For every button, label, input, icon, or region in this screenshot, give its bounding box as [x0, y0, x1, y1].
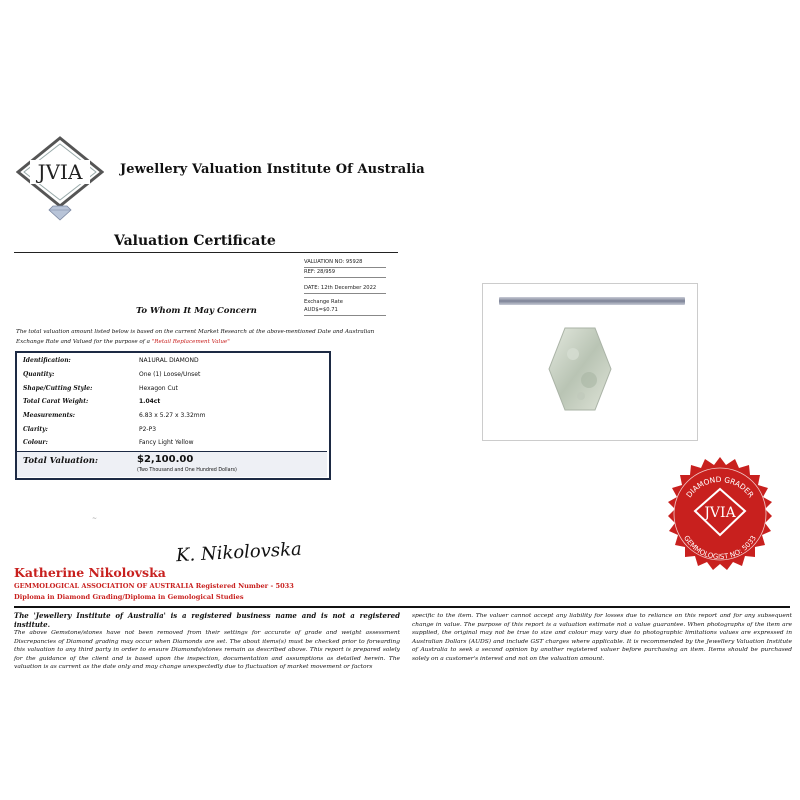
hexagon-gem-icon	[545, 324, 615, 414]
photo-scale-bar	[499, 297, 685, 305]
detail-value: Fancy Light Yellow	[139, 439, 194, 446]
footer-divider	[14, 606, 790, 608]
organization-name: Jewellery Valuation Institute Of Australia	[120, 162, 425, 177]
detail-value: NA1URAL DIAMOND	[139, 357, 199, 364]
intro-highlight: "Retail Replacement Value"	[151, 339, 230, 345]
detail-label: Quantity:	[23, 371, 55, 378]
detail-label: Identification:	[23, 357, 71, 364]
detail-value: P2-P3	[139, 426, 157, 433]
seal-bottom-text: GEMMOLOGIST NO: 5033	[682, 534, 758, 562]
intro-body: The total valuation amount listed below is based on the current Market Research at the above-mentioned Date and Australian Exchange Rate and Valued for the purpose of a	[16, 329, 375, 345]
diamond-icon	[49, 206, 71, 220]
jvia-logo	[16, 136, 104, 224]
total-valuation-row	[17, 451, 327, 477]
certificate-date: DATE: 12th December 2022	[304, 284, 386, 294]
certificate-title: Valuation Certificate	[114, 233, 276, 249]
greeting: To Whom It May Concern	[136, 306, 257, 316]
seal-top-text: DIAMOND GRADER	[684, 474, 756, 500]
speck: ~	[92, 515, 98, 522]
detail-value: One (1) Loose/Unset	[139, 371, 201, 378]
reference-number: REF: 28/959	[304, 268, 386, 278]
gem-photo	[482, 283, 698, 441]
detail-value: 6.83 x 5.27 x 3.32mm	[139, 412, 206, 419]
intro-text	[16, 327, 388, 347]
detail-label: Colour:	[23, 439, 48, 446]
detail-value: 1.04ct	[139, 398, 161, 405]
disclaimer-lead: The 'Jewellery Institute of Australia' is a registered business name and is not a registered institute.	[14, 611, 400, 629]
reference-box	[304, 258, 386, 316]
signatory-registration: GEMMOLOGICAL ASSOCIATION OF AUSTRALIA Registered Number - 5033	[14, 582, 294, 590]
detail-label: Total Carat Weight:	[23, 398, 89, 405]
diamond-grader-seal	[657, 455, 783, 581]
valuation-number: VALUATION NO: 95928	[304, 258, 386, 268]
signatory-name: Katherine Nikolovska	[14, 565, 166, 580]
exchange-rate-value: AUD$=$0.71	[304, 306, 386, 316]
handwritten-signature: K. Nikolovska	[175, 538, 303, 567]
disclaimer-left-text: The above Gemstone/stones have not been removed from their settings for accurate of grade and weight assessment Discrepancies of Diamond grading may occur when Diamonds are set. The about items(s) must be checked prior to forwarding this valuation to any third party in order to ensure Diamonds/stones remain as described above. This report is prepared solely for the guidance of the client and is based upon the inspection, documentation and assumptions as detailed herein. The valuation is as current as the date only and may change unexpectedly due to fluctuation of market movement or factors	[14, 630, 400, 670]
title-divider	[14, 252, 398, 253]
total-amount: $2,100.00	[137, 454, 194, 465]
detail-value: Hexagon Cut	[139, 385, 178, 392]
detail-label: Shape/Cutting Style:	[23, 385, 93, 392]
exchange-rate-label: Exchange Rate	[304, 299, 343, 305]
seal-center-text: JVIA	[704, 505, 736, 521]
total-amount-words: (Two Thousand and One Hundred Dollars)	[137, 468, 237, 473]
details-table	[15, 351, 331, 480]
total-label: Total Valuation:	[23, 456, 99, 466]
signatory-diploma: Diploma in Diamond Grading/Diploma in Gemological Studies	[14, 593, 244, 601]
detail-label: Clarity:	[23, 426, 48, 433]
disclaimer-left	[14, 612, 400, 672]
detail-label: Measurements:	[23, 412, 75, 419]
disclaimer-right-text: specific to the item. The valuer cannot accept any liability for losses due to reliance on this report and for any subsequent change in value. The purpose of this report is a valuation estimate not a value guarantee. When photographs of the item are supplied, the original may not be true to size and colour may vary due to photographic limitations values are expressed in Australian Dollars (AUDS) and include GST charges where applicable. It is recommended by the Jewellery Valuation Institute of Australia to seek a second opinion by another registered valuer before purchasing an item. Items should be purchased solely on a customer's interest and not on the valuation amount.	[412, 613, 792, 662]
logo-text: JVIA	[37, 160, 83, 184]
